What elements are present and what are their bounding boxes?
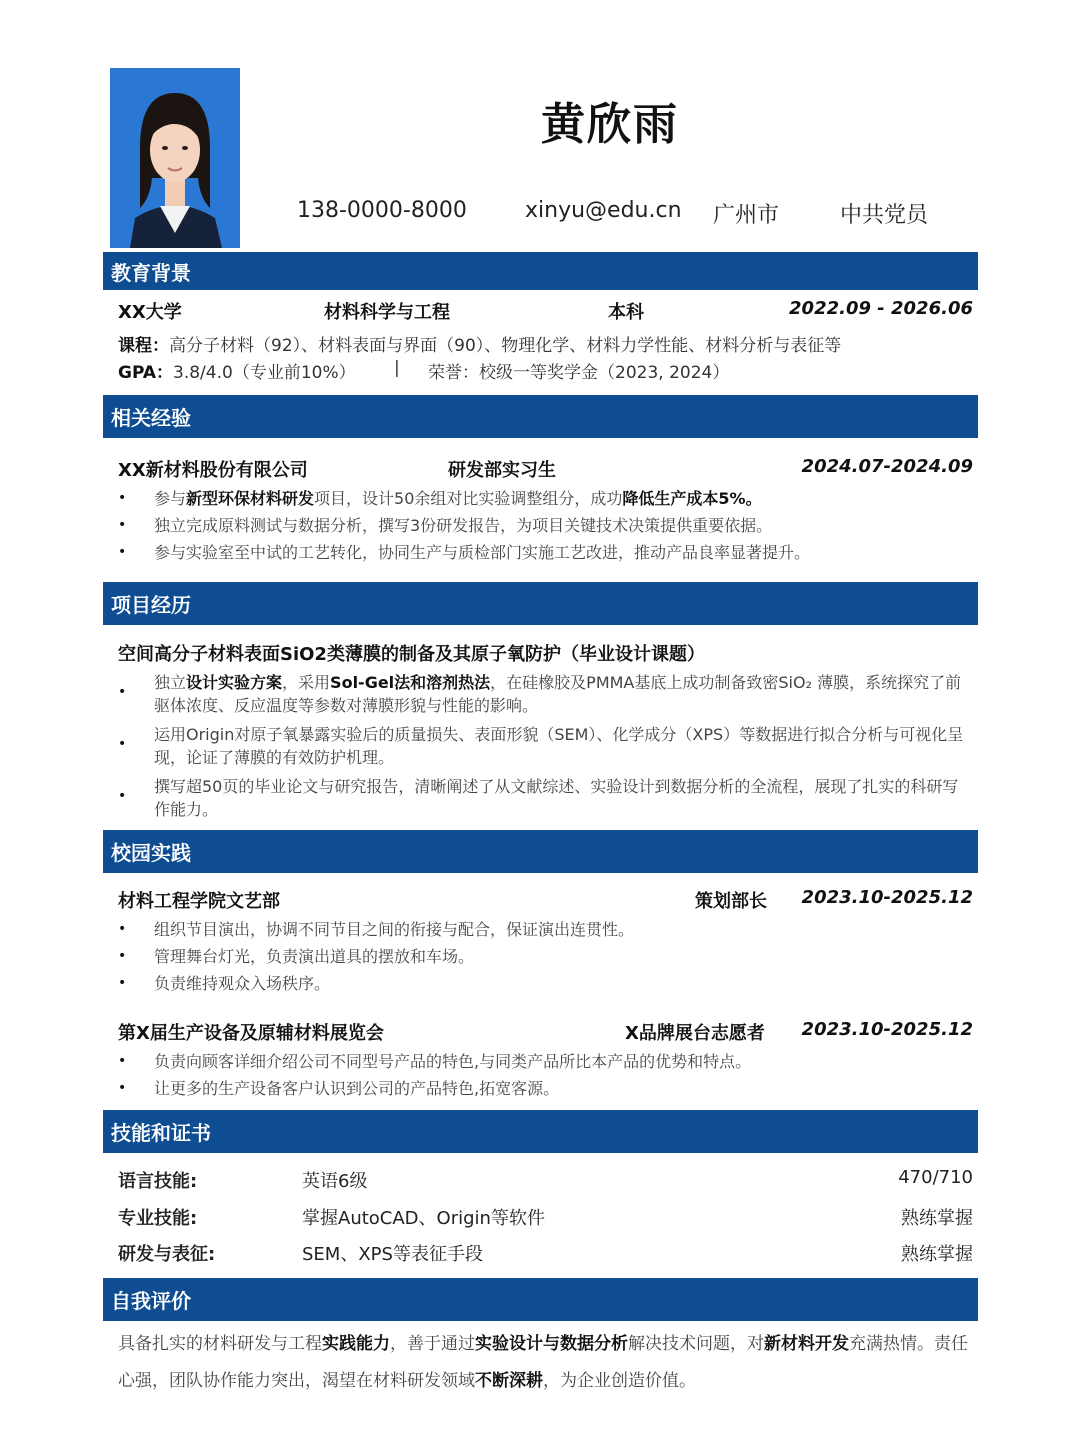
political-status: 中共党员 bbox=[840, 203, 929, 228]
list-item-text: 独立设计实验方案，采用Sol-Gel法和溶剂热法，在硅橡胶及PMMA基底上成功制备致密SiO₂ 薄膜，系统探究了前驱体浓度、反应温度等参数对薄膜形貌与性能的影响。 bbox=[154, 673, 962, 715]
list-item bbox=[118, 514, 978, 537]
section-title: 自我评价 bbox=[111, 1289, 191, 1313]
degree: 本科 bbox=[608, 302, 644, 323]
gpa-value: 3.8/4.0（专业前10%） bbox=[173, 363, 356, 383]
bullet-icon: • bbox=[118, 948, 127, 964]
major: 材料科学与工程 bbox=[324, 302, 450, 323]
separator: | bbox=[394, 358, 400, 378]
section-title: 教育背景 bbox=[111, 260, 191, 285]
campus-role: 策划部长 bbox=[695, 891, 767, 912]
courses-text: 高分子材料（92）、材料表面与界面（90）、物理化学、材料力学性能、材料分析与表征等 bbox=[169, 336, 842, 356]
section-header-campus bbox=[103, 830, 978, 873]
list-item bbox=[118, 1050, 978, 1073]
list-item-text: 撰写超50页的毕业论文与研究报告，清晰阐述了从文献综述、实验设计到数据分析的全流程，展现了扎实的科研写作能力。 bbox=[154, 777, 959, 819]
skill-value: 英语6级 bbox=[302, 1171, 368, 1192]
section-header-experience bbox=[103, 395, 978, 438]
list-item bbox=[118, 671, 978, 717]
campus-role: X品牌展台志愿者 bbox=[625, 1023, 765, 1044]
courses-label: 课程： bbox=[118, 336, 169, 356]
list-item bbox=[118, 1077, 978, 1100]
campus-dates: 2023.10-2025.12 bbox=[801, 1019, 973, 1040]
courses-line bbox=[118, 331, 841, 356]
list-item-text: 管理舞台灯光，负责演出道具的摆放和车场。 bbox=[154, 947, 475, 966]
gpa-line bbox=[118, 358, 356, 383]
section-title: 校园实践 bbox=[111, 841, 191, 865]
bullet-icon: • bbox=[118, 684, 127, 700]
school-name: XX大学 bbox=[118, 302, 182, 323]
job-role: 研发部实习生 bbox=[448, 460, 556, 481]
bullet-icon: • bbox=[118, 736, 127, 752]
list-item-text: 让更多的生产设备客户认识到公司的产品特色,拓宽客源。 bbox=[154, 1079, 560, 1098]
list-item-text: 参与实验室至中试的工艺转化，协同生产与质检部门实施工艺改进，推动产品良率显著提升。 bbox=[154, 543, 811, 562]
company-name: XX新材料股份有限公司 bbox=[118, 460, 308, 481]
list-item bbox=[118, 723, 978, 769]
list-item-text: 参与新型环保材料研发项目，设计50余组对比实验调整组分，成功降低生产成本5%。 bbox=[154, 489, 762, 508]
section-title: 项目经历 bbox=[111, 593, 191, 617]
skill-label: 研发与表征: bbox=[118, 1244, 216, 1265]
bullet-icon: • bbox=[118, 544, 127, 560]
list-item bbox=[118, 775, 978, 821]
experience-dates: 2024.07-2024.09 bbox=[801, 456, 973, 477]
list-item bbox=[118, 972, 978, 995]
list-item bbox=[118, 918, 978, 941]
education-dates: 2022.09 - 2026.06 bbox=[789, 298, 973, 319]
skill-level: 熟练掌握 bbox=[901, 1208, 973, 1229]
self-evaluation-text: 具备扎实的材料研发与工程实践能力，善于通过实验设计与数据分析解决技术问题，对新材料开发充满热情。责任心强，团队协作能力突出，渴望在材料研发领域不断深耕，为企业创造价值。 bbox=[118, 1334, 968, 1391]
list-item-text: 运用Origin对原子氧暴露实验后的质量损失、表面形貌（SEM）、化学成分（XPS）等数据进行拟合分析与可视化呈现，论证了薄膜的有效防护机理。 bbox=[154, 725, 964, 767]
bullet-icon: • bbox=[118, 788, 127, 804]
honor-text: 荣誉：校级一等奖学金（2023, 2024） bbox=[428, 363, 730, 383]
skill-level: 470/710 bbox=[898, 1167, 973, 1188]
organization-name: 材料工程学院文艺部 bbox=[118, 891, 280, 912]
section-header-projects bbox=[103, 582, 978, 625]
list-item-text: 负责维持观众入场秩序。 bbox=[154, 974, 331, 993]
bullet-icon: • bbox=[118, 517, 127, 533]
list-item bbox=[118, 487, 978, 510]
skill-label: 语言技能: bbox=[118, 1171, 198, 1192]
skill-value: 掌握AutoCAD、Origin等软件 bbox=[302, 1208, 545, 1229]
bullet-icon: • bbox=[118, 1053, 127, 1069]
list-item bbox=[118, 541, 978, 564]
skill-value: SEM、XPS等表征手段 bbox=[302, 1244, 483, 1265]
section-header-skills bbox=[103, 1110, 978, 1153]
email-address: xinyu@edu.cn bbox=[525, 198, 682, 223]
section-title: 技能和证书 bbox=[111, 1121, 211, 1145]
skill-label: 专业技能: bbox=[118, 1208, 198, 1229]
organization-name: 第X届生产设备及原辅材料展览会 bbox=[118, 1023, 384, 1044]
list-item bbox=[118, 945, 978, 968]
project-title: 空间高分子材料表面SiO2类薄膜的制备及其原子氧防护（毕业设计课题） bbox=[118, 644, 705, 665]
skill-level: 熟练掌握 bbox=[901, 1244, 973, 1265]
section-header-self-evaluation bbox=[103, 1278, 978, 1321]
list-item-text: 负责向顾客详细介绍公司不同型号产品的特色,与同类产品所比本产品的优势和特点。 bbox=[154, 1052, 752, 1071]
candidate-name: 黄欣雨 bbox=[541, 99, 679, 150]
section-header-education bbox=[103, 252, 978, 290]
bullet-icon: • bbox=[118, 921, 127, 937]
bullet-icon: • bbox=[118, 490, 127, 506]
gpa-label: GPA： bbox=[118, 363, 174, 383]
campus-dates: 2023.10-2025.12 bbox=[801, 887, 973, 908]
list-item-text: 独立完成原料测试与数据分析，撰写3份研发报告，为项目关键技术决策提供重要依据。 bbox=[154, 516, 773, 535]
phone-number: 138-0000-8000 bbox=[297, 198, 467, 223]
city: 广州市 bbox=[713, 203, 780, 228]
bullet-icon: • bbox=[118, 1080, 127, 1096]
list-item-text: 组织节目演出，协调不同节目之间的衔接与配合，保证演出连贯性。 bbox=[154, 920, 635, 939]
section-title: 相关经验 bbox=[111, 406, 191, 430]
bullet-icon: • bbox=[118, 975, 127, 991]
